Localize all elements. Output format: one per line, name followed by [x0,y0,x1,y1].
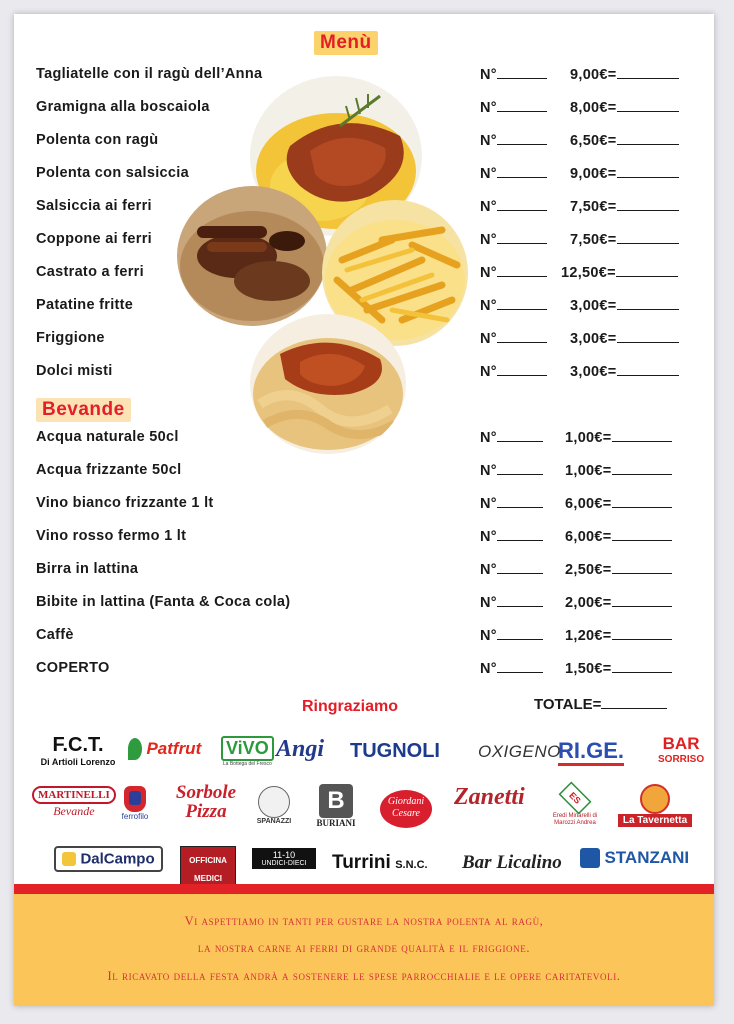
sponsor-fct-sub: Di Artioli Lorenzo [40,757,116,767]
sponsor-undici-dieci [252,848,316,869]
price-label: 1,00€= [565,430,612,446]
qty-blank[interactable] [497,429,543,442]
drink-item [36,594,696,616]
qty-label: N° [480,529,497,545]
sponsor-vivo-sub: La Bottega del Fresco [222,761,272,767]
qty-label: N° [480,199,497,215]
menu-item [36,264,696,286]
amount-blank[interactable] [612,660,672,673]
sponsor-vivo-name: ViVO [221,736,274,761]
sponsor-buriani [310,784,362,828]
spanazzi-emblem-icon [258,786,290,818]
qty-blank[interactable] [497,231,547,244]
amount-blank[interactable] [617,330,679,343]
footer-line-2: la nostra carne ai ferri di grande qualità e il friggione. [197,941,531,955]
amount-blank[interactable] [612,462,672,475]
qty-blank[interactable] [497,594,543,607]
sponsor-tugnoli [350,740,440,763]
qty-label: N° [480,100,497,116]
drink-item [36,561,696,583]
menu-item-name: Gramigna alla boscaiola [36,99,210,115]
price-label: 1,20€= [565,628,612,644]
amount-blank[interactable] [612,495,672,508]
menu-item [36,231,696,253]
price-label: 12,50€= [561,265,616,281]
amount-blank[interactable] [616,264,678,277]
footer-red-stripe [14,884,714,894]
sponsor-bar-name: BAR [662,734,700,753]
drink-item-name: Vino rosso fermo 1 lt [36,528,187,544]
amount-blank[interactable] [617,297,679,310]
sponsor-fct [32,734,124,767]
drink-item-name: Caffè [36,627,74,643]
qty-label: N° [480,496,497,512]
qty-blank[interactable] [497,165,547,178]
thanks-heading: Ringraziamo [302,698,399,715]
total-blank[interactable] [601,696,667,709]
sponsor-martinelli [32,786,116,819]
qty-label: N° [480,661,497,677]
amount-blank[interactable] [617,132,679,145]
amount-blank[interactable] [617,363,679,376]
menu-item [36,297,696,319]
sponsor-dalcampo-name: DalCampo [80,850,155,868]
qty-label: N° [480,430,497,446]
sponsor-patfrut [128,738,201,760]
sponsor-spanazzi [252,786,296,825]
sponsor-undici-name: 11-10 [272,850,296,860]
sponsor-licalino-name: Bar Licalino [462,852,562,873]
sponsor-tavernetta [618,784,692,827]
pizza-icon [640,784,670,814]
sponsor-turrini [332,852,428,874]
sponsor-rige-name: RI.GE. [558,738,624,766]
amount-blank[interactable] [617,66,679,79]
sponsor-officina-name: OFFICINA MEDICI [189,856,227,883]
drink-item-name: Vino bianco frizzante 1 lt [36,495,214,511]
qty-blank[interactable] [497,198,547,211]
qty-blank[interactable] [497,66,547,79]
qty-label: N° [480,628,497,644]
sponsor-ferrofilo [114,786,156,821]
drink-item [36,429,696,451]
sponsor-ferrofilo-name: ferrofilo [121,812,149,821]
menu-item-name: Dolci misti [36,363,113,379]
amount-blank[interactable] [612,429,672,442]
sponsor-tavernetta-name: La Tavernetta [618,814,692,827]
price-label: 8,00€= [570,100,617,116]
price-label: 7,50€= [570,199,617,215]
ferrofilo-hand-icon [124,786,146,812]
sponsor-zanetti [454,784,525,811]
drink-item [36,495,696,517]
buriani-b-icon: B [319,784,353,818]
drink-item [36,627,696,649]
patfrut-leaf-icon [128,738,142,760]
total-field [534,696,667,713]
qty-blank[interactable] [497,363,547,376]
menu-item [36,165,696,187]
sponsor-turrini-name: Turrini [332,852,391,873]
qty-blank[interactable] [497,561,543,574]
footer-line-3: Il ricavato della festa andrà a sostenere le spese parrocchialie e le opere caritatevoli. [107,969,621,983]
qty-blank[interactable] [497,264,547,277]
qty-blank[interactable] [497,132,547,145]
footer-banner [14,894,714,1006]
drink-item-name: Bibite in lattina (Fanta & Coca cola) [36,594,291,610]
sponsor-angi-name: Angi [276,736,325,762]
menu-item-name: Castrato a ferri [36,264,144,280]
qty-blank[interactable] [497,495,543,508]
drink-item [36,462,696,484]
drinks-title: Bevande [36,398,131,422]
sponsor-bar-sub: SORRISO [658,754,705,765]
qty-label: N° [480,331,497,347]
sponsor-sorbole-name: Sorbole Pizza [175,782,237,822]
price-label: 3,00€= [570,364,617,380]
sponsor-vivo [221,736,274,767]
menu-item [36,198,696,220]
sponsor-stanzani-name: STANZANI [604,848,690,867]
qty-blank[interactable] [497,627,543,640]
sponsor-bar-sorriso [658,734,704,765]
qty-label: N° [480,133,497,149]
price-label: 6,00€= [565,496,612,512]
menu-item-name: Patatine fritte [36,297,134,313]
amount-blank[interactable] [612,627,672,640]
menu-item-name: Friggione [36,330,105,346]
qty-blank[interactable] [497,99,547,112]
drink-item-name: Acqua frizzante 50cl [36,462,182,478]
sponsor-turrini-sub: S.N.C. [395,859,428,871]
drink-item-name: Acqua naturale 50cl [36,429,179,445]
sponsor-eredi-name: Eredi Minarelli di Marozzi Andrea [552,813,598,826]
price-label: 2,00€= [565,595,612,611]
amount-blank[interactable] [612,594,672,607]
amount-blank[interactable] [617,99,679,112]
sponsor-fct-name: F.C.T. [52,734,104,756]
drink-item-name: COPERTO [36,660,110,676]
sponsor-angi [276,736,324,763]
menu-item-name: Coppone ai ferri [36,231,152,247]
sponsor-buriani-name: BURIANI [316,818,356,828]
sponsor-eredi [546,786,604,827]
amount-blank[interactable] [612,561,672,574]
price-label: 1,00€= [565,463,612,479]
sponsor-undici-sub: UNDICI-DIECI [261,860,307,867]
sponsor-martinelli-sub: Bevande [53,804,95,818]
qty-label: N° [480,232,497,248]
amount-blank[interactable] [612,528,672,541]
sponsor-patfrut-name: Patfrut [146,739,202,758]
sponsor-eredi-logo: ES [559,782,592,815]
sponsor-dalcampo [54,846,163,872]
price-label: 7,50€= [570,232,617,248]
price-label: 9,00€= [570,166,617,182]
menu-item [36,99,696,121]
menu-title: Menù [314,31,378,55]
menu-item-name: Salsiccia ai ferri [36,198,152,214]
sponsor-tugnoli-name: TUGNOLI [350,740,440,762]
sponsor-sorbole [170,784,242,822]
menu-item [36,132,696,154]
qty-blank[interactable] [497,297,547,310]
price-label: 3,00€= [570,298,617,314]
qty-label: N° [480,562,497,578]
menu-item-name: Tagliatelle con il ragù dell’Anna [36,66,263,82]
sponsor-stanzani [580,848,689,868]
qty-label: N° [480,595,497,611]
price-label: 6,00€= [565,529,612,545]
qty-blank[interactable] [497,462,543,475]
menu-item [36,66,696,88]
amount-blank[interactable] [617,165,679,178]
drink-item [36,660,696,682]
menu-item [36,363,696,385]
amount-blank[interactable] [617,198,679,211]
qty-label: N° [480,67,497,83]
sponsor-spanazzi-name: SPANAZZI [256,818,292,825]
amount-blank[interactable] [617,231,679,244]
menu-sheet [14,14,714,1006]
sponsor-zanetti-name: Zanetti [454,784,525,810]
qty-label: N° [480,298,497,314]
total-label: TOTALE= [534,696,602,713]
qty-label: N° [480,265,497,281]
qty-label: N° [480,364,497,380]
qty-blank[interactable] [497,330,547,343]
drink-item [36,528,696,550]
menu-item-name: Polenta con salsiccia [36,165,189,181]
stanzani-logo-icon [580,848,600,868]
dalcampo-icon [62,852,76,866]
price-label: 3,00€= [570,331,617,347]
qty-label: N° [480,463,497,479]
drink-item-name: Birra in lattina [36,561,139,577]
sponsor-oxigeno [478,742,561,762]
sponsor-oxigeno-name: OXIGENO [478,742,561,761]
price-label: 6,50€= [570,133,617,149]
sponsor-martinelli-name: MARTINELLI [32,786,116,804]
sponsor-giordani-name: Giordani Cesare [380,790,432,828]
footer-line-1: Vi aspettiamo in tanti per gustare la nostra polenta al ragù, [184,914,544,928]
qty-label: N° [480,166,497,182]
menu-item-name: Polenta con ragù [36,132,159,148]
sponsor-licalino [462,852,562,874]
sponsor-giordani [380,790,432,828]
sponsor-rige [558,738,624,764]
menu-item [36,330,696,352]
price-label: 1,50€= [565,661,612,677]
qty-blank[interactable] [497,528,543,541]
qty-blank[interactable] [497,660,543,673]
price-label: 9,00€= [570,67,617,83]
price-label: 2,50€= [565,562,612,578]
